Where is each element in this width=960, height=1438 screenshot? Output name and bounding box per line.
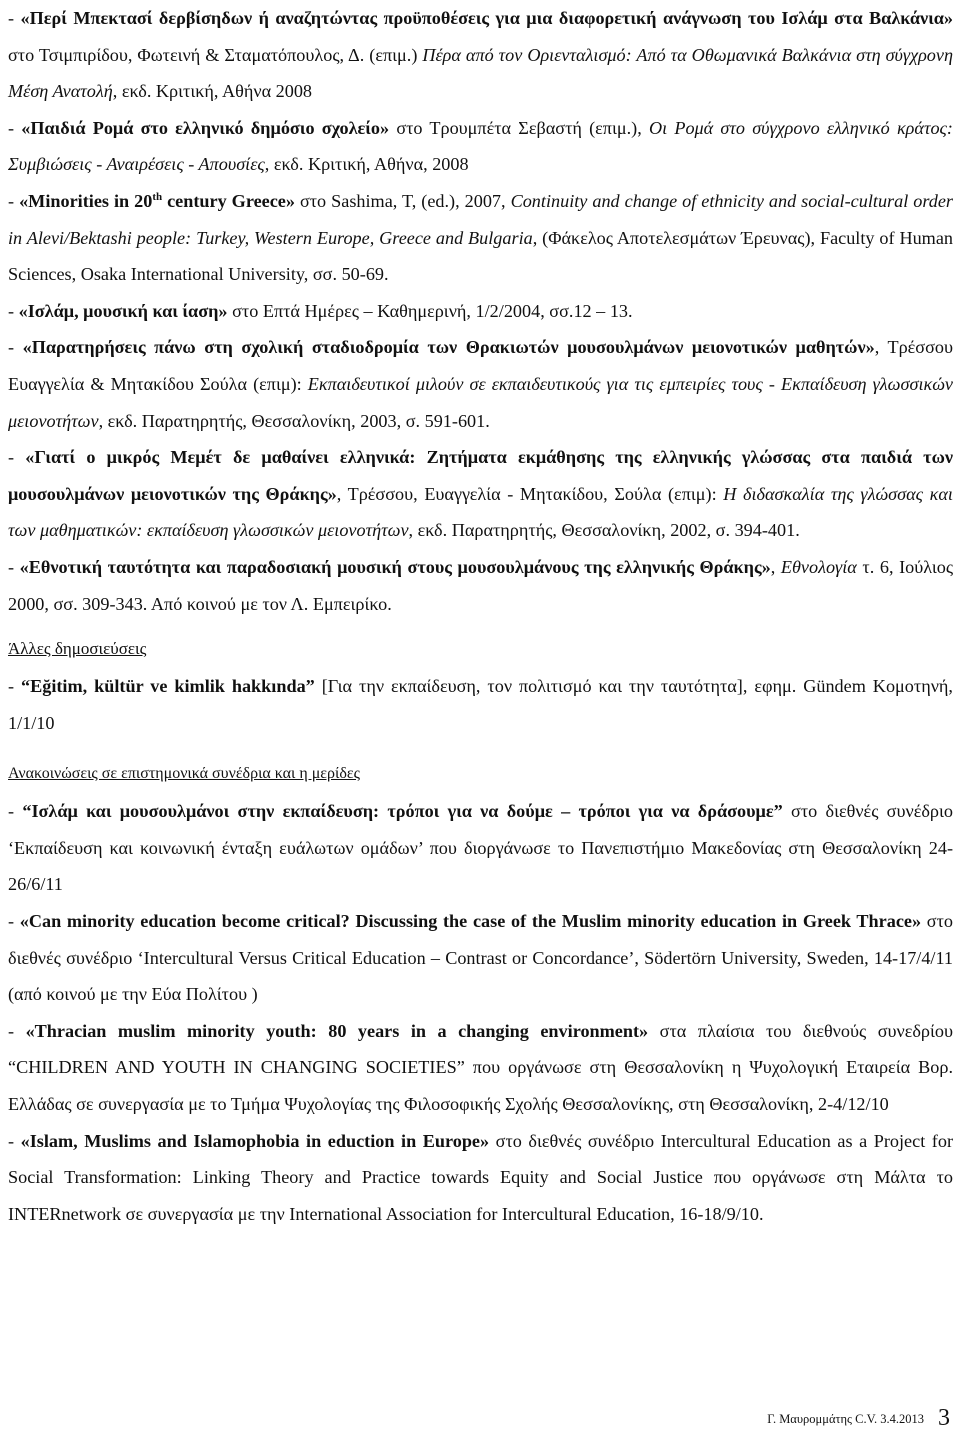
entry-title: «Περί Μπεκτασί δερβίσηδων ή αναζητώντας προϋποθέσεις για μια διαφορετική ανάγνωση του Ισλάμ στα Βαλκάνια»: [20, 8, 953, 28]
conference-entry: [8, 903, 953, 1013]
entry-dash: -: [8, 801, 23, 822]
entry-text: στο Τρουμπέτα Σεβαστή (επιμ.),: [389, 117, 649, 138]
entry-book-title: Continuity and change of ethnicity and social-cultural order in Alevi/Bektashi people: Turkey, Western Europe, Greece and Bulgaria: [8, 190, 953, 248]
document-page: [8, 0, 953, 1232]
entry-book-title: Οι Ρομά στο σύγχρονο ελληνικό κράτος: Συμβιώσεις - Αναιρέσεις - Απουσίες: [8, 117, 953, 175]
entry-title: «Thracian muslim minority youth: 80 years in a changing environment»: [25, 1020, 649, 1041]
publication-entry: [8, 183, 953, 293]
entry-journal-title: Εθνολογία: [780, 556, 857, 577]
entry-text: [Για την εκπαίδευση, τον πολιτισμό και την ταυτότητα], εφημ. Gündem Κομοτηνή, 1/1/10: [8, 676, 953, 733]
entry-title: «Παιδιά Ρομά στο ελληνικό δημόσιο σχολείο»: [21, 117, 390, 138]
entry-book-title: Η διδασκαλία της γλώσσας και των μαθηματικών: εκπαίδευση γλωσσικών μειονοτήτων: [8, 483, 953, 541]
entry-dash: -: [8, 337, 23, 358]
publication-entry: [8, 110, 953, 183]
publication-entry: [8, 0, 953, 110]
entry-text: ,: [770, 556, 781, 577]
entry-title: «Γιατί ο μικρός Μεμέτ δε μαθαίνει ελληνικά: Ζητήματα εκμάθησης της ελληνικής γλώσσας στα παιδιά των μουσουλμάνων μειονοτικών της Θράκης»: [8, 447, 953, 504]
entry-text: στο Sashima, T, (ed.), 2007,: [294, 190, 511, 211]
publication-entry: [8, 668, 953, 741]
entry-text: , Τρέσσου Ευαγγελία & Μητακίδου Σούλα (επιμ):: [8, 337, 953, 394]
entry-title: «Islam, Muslims and Islamophobia in eduction in Europe»: [20, 1130, 490, 1151]
entry-publisher: , εκδ. Κριτική, Αθήνα, 2008: [264, 154, 469, 175]
publication-entry: [8, 439, 953, 549]
entry-dash: -: [8, 556, 20, 577]
entry-dash: -: [8, 447, 26, 468]
entry-book-title: Πέρα από τον Οριενταλισμό: Από τα Οθωμανικά Βαλκάνια στη σύγχρονη Μέση Ανατολή: [8, 44, 953, 102]
page-footer: [767, 1405, 950, 1432]
entry-book-title: Εκπαιδευτικοί μιλούν σε εκπαιδευτικούς για τις εμπειρίες τους - Εκπαίδευση γλωσσικών μειονοτήτων: [8, 373, 953, 431]
entry-title: «Can minority education become critical? Discussing the case of the Muslim minority education in Greek Thrace»: [19, 911, 922, 932]
entry-publisher: , εκδ. Κριτική, Αθήνα 2008: [112, 81, 313, 102]
entry-publisher: , (Φάκελος Αποτελεσμάτων Έρευνας), Faculty of Human Sciences, Osaka International University, σσ. 50-69.: [8, 227, 953, 285]
entry-title: «Εθνοτική ταυτότητα και παραδοσιακή μουσική στους μουσουλμάνους της ελληνικής Θράκης»: [19, 556, 771, 577]
conference-entry: [8, 1013, 953, 1123]
entry-dash: -: [8, 1130, 21, 1151]
entry-publisher: , εκδ. Παρατηρητής, Θεσσαλονίκη, 2003, σ. 591-601.: [98, 410, 490, 431]
entry-dash: -: [8, 676, 21, 697]
conference-entry: [8, 1123, 953, 1233]
entry-dash: -: [8, 190, 20, 211]
entry-title: «Ισλάμ, μουσική και ίαση»: [18, 300, 228, 321]
entry-text: στο διεθνές συνέδριο ‘Εκπαίδευση και κοινωνική ένταξη ευάλωτων ομάδων’ που διοργάνωσε το Πανεπιστήμιο Μακεδονίας στη Θεσσαλονίκη 24-26/6/11: [8, 801, 953, 895]
entry-text: στα πλαίσια του διεθνούς συνεδρίου “CHILDREN AND YOUTH IN CHANGING SOCIETIES” που οργάνωσε στη Θεσσαλονίκη η Ψυχολογική Εταιρεία Βορ. Ελλάδας σε συνεργασία με το Τμήμα Ψυχολογίας της Φιλοσοφικής Σχολής Θεσσαλονίκης, στη Θεσσαλονίκη, 2-4/12/10: [8, 1020, 953, 1115]
entry-publisher: , εκδ. Παρατηρητής, Θεσσαλονίκη, 2002, σ. 394-401.: [408, 520, 800, 541]
publication-entry: [8, 549, 953, 622]
entry-title: “Ισλάμ και μουσουλμάνοι στην εκπαίδευση: τρόποι για να δούμε – τρόποι για να δράσουμε”: [22, 801, 783, 822]
entry-text: στο διεθνές συνέδριο Intercultural Education as a Project for Social Transformation: Linking Theory and Practice towards Equity and Social Justice που οργάνωσε στη Μάλτα το INTERnetwork σε συνεργασία με την International Association for Intercultural Education, 16-18/9/10.: [8, 1130, 954, 1224]
entry-text: , Τρέσσου, Ευαγγελία - Μητακίδου, Σούλα (επιμ):: [336, 483, 724, 504]
publication-entry: [8, 293, 953, 330]
entry-text: στο Επτά Ημέρες – Καθημερινή, 1/2/2004, σσ.12 – 13.: [227, 300, 633, 321]
entry-dash: -: [8, 117, 22, 138]
entry-dash: -: [8, 300, 19, 321]
conference-entry: [8, 793, 953, 903]
entry-title-cont: century Greece»: [162, 190, 295, 211]
entry-title: «Minorities in 20: [19, 190, 153, 211]
entry-title: “Eğitim, kültür ve kimlik hakkında”: [21, 676, 315, 697]
page-number: 3: [938, 1405, 950, 1431]
entry-text: στο διεθνές συνέδριο ‘Intercultural Versus Critical Education – Contrast or Concordance’, Södertörn University, Sweden, 14-17/4/11 (από κοινού με την Εύα Πολίτου ): [8, 911, 953, 1005]
entry-publisher: τ. 6, Ιούλιος 2000, σσ. 309-343. Από κοινού με τον Λ. Εμπειρίκο.: [8, 556, 954, 614]
entry-dash: -: [8, 1020, 26, 1041]
entry-dash: -: [8, 8, 21, 28]
publication-entry: [8, 329, 953, 439]
entry-dash: -: [8, 911, 20, 932]
entry-title-superscript: th: [152, 190, 163, 203]
section-heading-other-publications: Άλλες δημοσιεύσεις: [8, 639, 147, 659]
entry-text: στο Τσιμπιρίδου, Φωτεινή & Σταματόπουλος, Δ. (επιμ.): [8, 44, 423, 65]
entry-title: «Παρατηρήσεις πάνω στη σχολική σταδιοδρομία των Θρακιωτών μουσουλμάνων μειονοτικών μαθητών»: [22, 337, 875, 358]
section-heading-conference-talks: Ανακοινώσεις σε επιστημονικά συνέδρια και η μερίδες: [8, 765, 360, 783]
footer-author: Γ. Μαυρομμάτης C.V. 3.4.2013: [767, 1412, 924, 1426]
